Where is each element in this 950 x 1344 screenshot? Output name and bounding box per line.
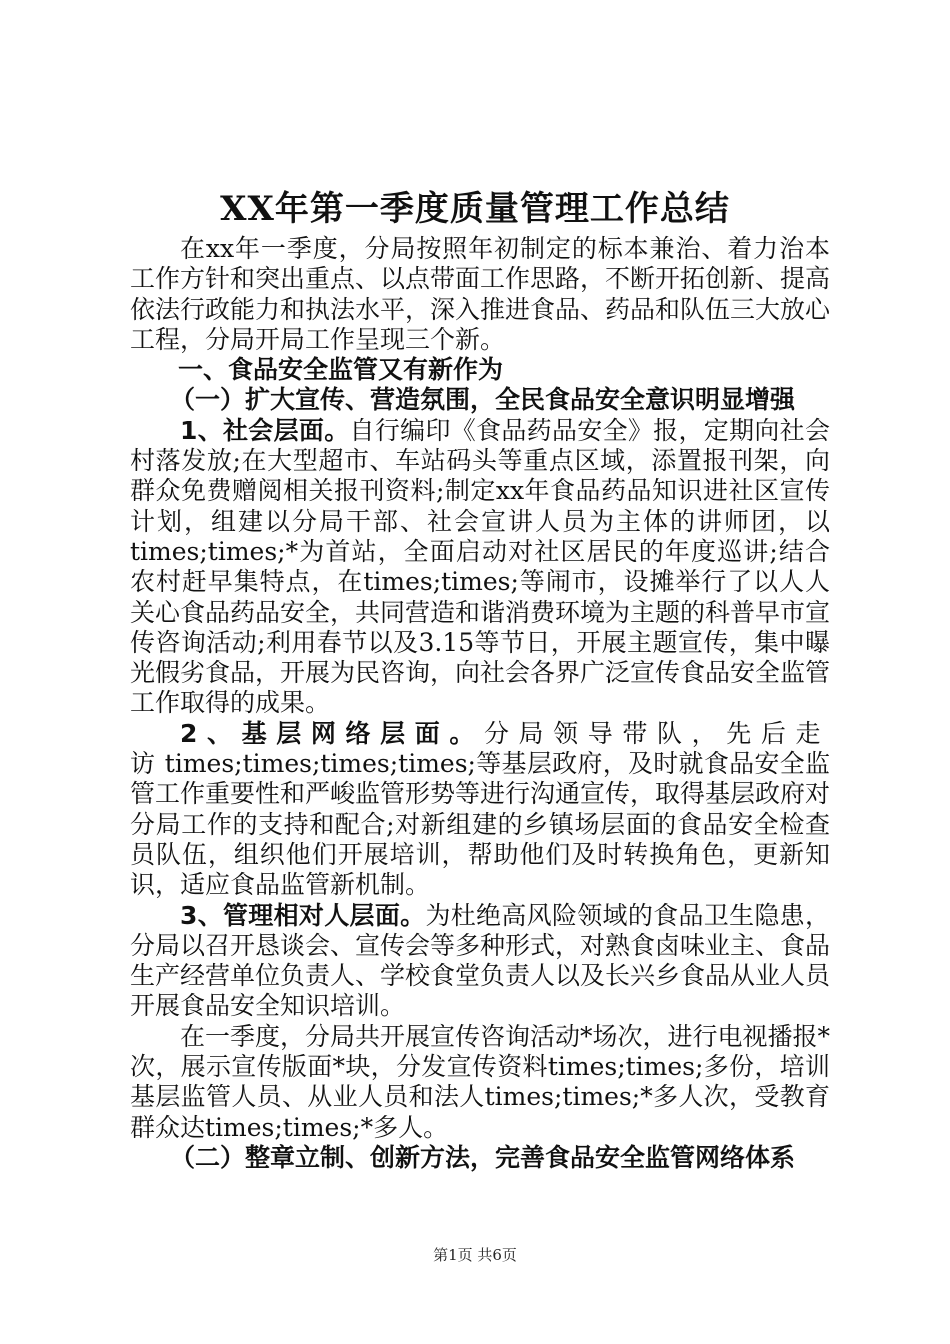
document-title: XX年第一季度质量管理工作总结 — [220, 189, 730, 229]
item-3-text: 为杜绝高风险领域的食品卫生隐患，分局以召开恳谈会、宣传会等多种形式，对熟食卤味业主、食品生产经营单位负责人、学校食堂负责人以及长兴乡食品从业人员开展食品安全知识培训。 — [130, 900, 831, 1021]
item-1-text: 自行编印《食品药品安全》报，定期向社会村落发放;在大型超市、车站码头等重点区域，添置报刊架，向群众免费赠阅相关报刊资料;制定xx年食品药品知识进社区宣传计划，组建以分局干部、社会宣讲人员为主体的讲师团，以times;times;*为首站，全面启动对社区居民的年度巡讲;结合农村赶早集特点，在times;times;等闹市，设摊举行了以人人关心食品药品安全，共同营造和谐消费环境为主题的科普早市宣传咨询活动;利用春节以及3.15等节日，开展主题宣传，集中曝光假劣食品，开展为民咨询，向社会各界广泛宣传食品安全监管工作取得的成果。 — [130, 415, 831, 718]
item-1-paragraph — [130, 416, 830, 719]
document-body — [130, 234, 830, 1173]
item-2-first: 分局领导带队，先后走访 — [130, 718, 830, 779]
item-2-text: times;times;times;times;等基层政府，及时就食品安全监管工作重要性和严峻监管形势等进行沟通宣传，取得基层政府对分局工作的支持和配合;对新组建的乡镇场层面的食品安全检查员队伍，组织他们开展培训，帮助他们及时转换角色，更新知识，适应食品监管新机制。 — [130, 749, 831, 900]
item-2-paragraph — [130, 719, 830, 901]
subsection-heading-2: （二）整章立制、创新方法，完善食品安全监管网络体系 — [170, 1142, 796, 1172]
page-footer: 第1页 共6页 — [433, 1246, 517, 1264]
subsection-heading-1: （一）扩大宣传、营造氛围，全民食品安全意识明显增强 — [170, 385, 796, 415]
item-3-lead: 3、管理相对人层面。 — [180, 900, 426, 930]
intro-paragraph: 在xx年一季度，分局按照年初制定的标本兼治、着力治本工作方针和突出重点、以点带面工作思路，不断开拓创新、提高依法行政能力和执法水平，深入推进食品、药品和队伍三大放心工程，分局开局工作呈现三个新。 — [130, 234, 831, 354]
item-3-paragraph — [130, 901, 830, 1022]
summary-paragraph: 在一季度，分局共开展宣传咨询活动*场次，进行电视播报*次，展示宣传版面*块，分发宣传资料times;times;多份，培训基层监管人员、从业人员和法人times;times;*多人次，受教育群众达times;times;*多人。 — [130, 1021, 831, 1142]
item-2-lead: 2、基层网络层面。 — [180, 718, 484, 748]
section-heading-1: 一、食品安全监管又有新作为 — [178, 355, 504, 385]
item-1-lead: 1、社会层面。 — [180, 415, 350, 445]
